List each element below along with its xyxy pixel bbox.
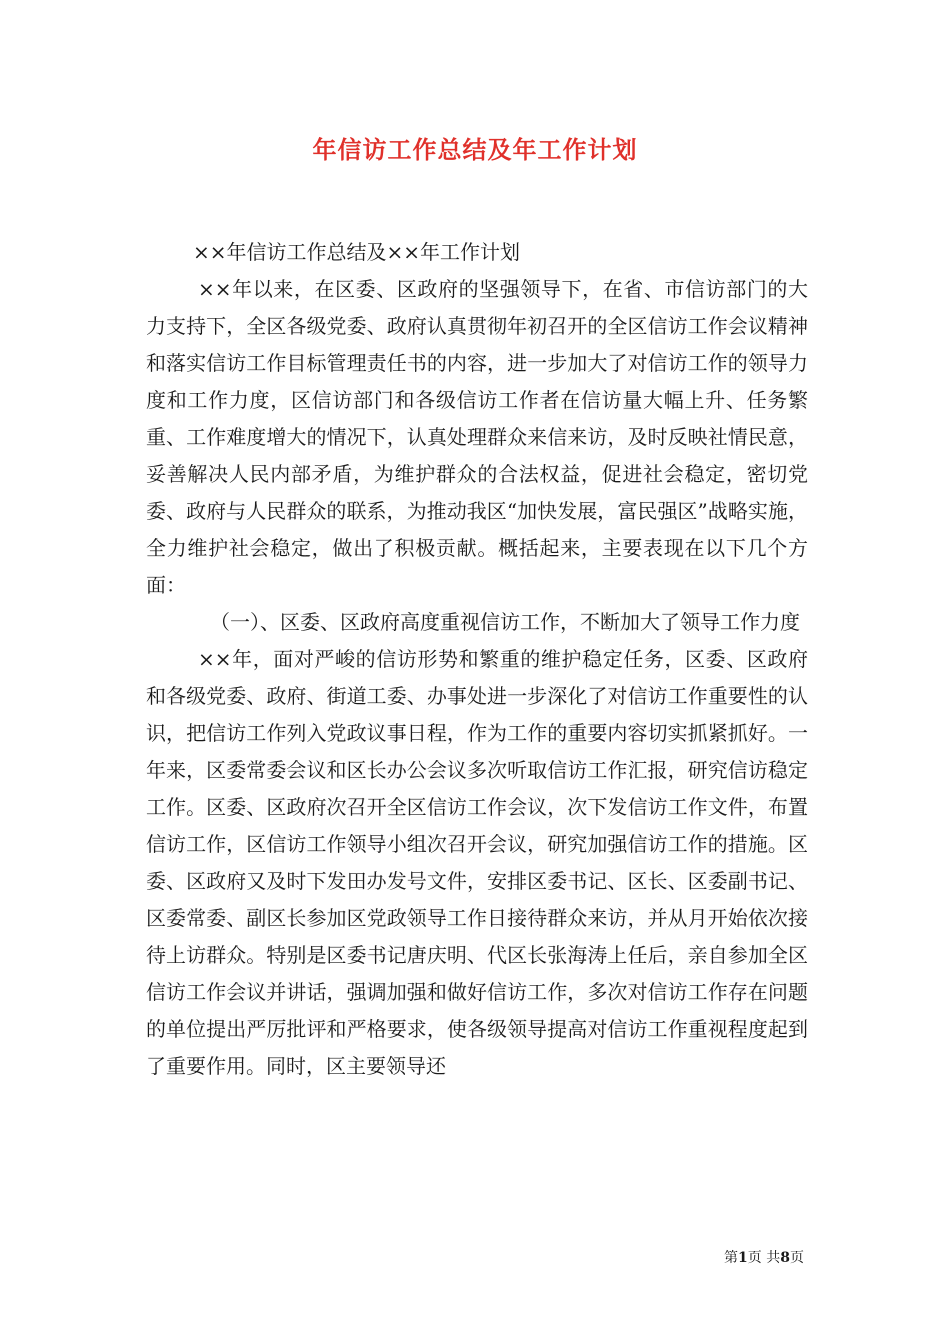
paragraph-intro: ××年以来，在区委、区政府的坚强领导下，在省、市信访部门的大力支持下，全区各级党委、政府认真贯彻年初召开的全区信访工作会议精神和落实信访工作目标管理责任书的内容，进一步加大了对信访工作的领导力度和工作力度，区信访部门和各级信访工作者在信访量大幅上升、任务繁重、工作难度增大的情况下，认真处理群众来信来访，及时反映社情民意，妥善解决人民内部矛盾，为维护群众的合法权益，促进社会稳定，密切党委、政府与人民群众的联系，为推动我区“加快发展，富民强区”战略实施，全力维护社会稳定，做出了积极贡献。概括起来，主要表现在以下几个方面： [146,277,808,597]
document-body [146,234,808,1085]
footer-total-pages: 8 [780,1250,790,1266]
footer-suffix: 页 [790,1250,804,1266]
footer-middle: 页 共 [747,1250,781,1266]
section-heading-1: （一）、区委、区政府高度重视信访工作，不断加大了领导工作力度 [210,610,800,634]
footer-prefix: 第 [724,1250,739,1266]
page-footer [724,1248,804,1268]
document-title: 年信访工作总结及年工作计划 [312,135,638,164]
document-subtitle: ××年信访工作总结及××年工作计划 [193,240,521,264]
footer-page-number: 1 [738,1250,748,1266]
paragraph-section-1: ××年，面对严峻的信访形势和繁重的维护稳定任务，区委、区政府和各级党委、政府、街道工委、办事处进一步深化了对信访工作重要性的认识，把信访工作列入党政议事日程，作为工作的重要内容切实抓紧抓好。一年来，区委常委会议和区长办公会议多次听取信访工作汇报，研究信访稳定工作。区委、区政府次召开全区信访工作会议，次下发信访工作文件，布置信访工作，区信访工作领导小组次召开会议，研究加强信访工作的措施。区委、区政府又及时下发田办发号文件，安排区委书记、区长、区委副书记、区委常委、副区长参加区党政领导工作日接待群众来访，并从月开始依次接待上访群众。特别是区委书记唐庆明、代区长张海涛上任后，亲自参加全区信访工作会议并讲话，强调加强和做好信访工作，多次对信访工作存在问题的单位提出严厉批评和严格要求，使各级领导提高对信访工作重视程度起到了重要作用。同时，区主要领导还 [146,647,808,1078]
